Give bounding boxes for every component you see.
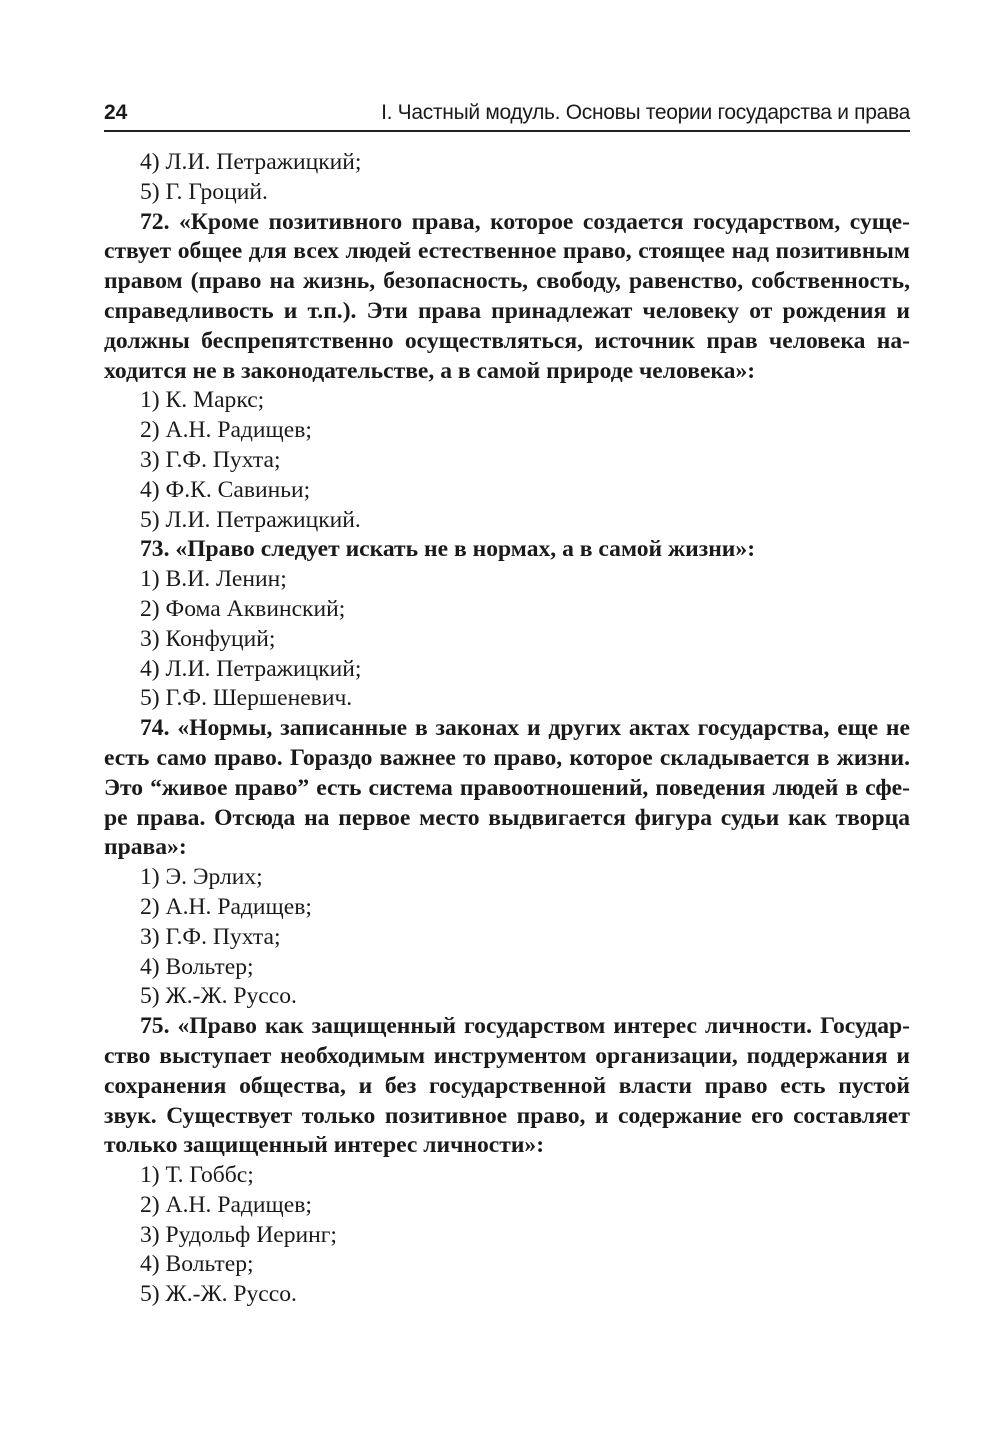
section-title: I. Частный модуль. Основы теории государства и права bbox=[381, 101, 910, 124]
answer-option: 5) Г.Ф. Шершеневич. bbox=[140, 685, 353, 712]
answer-options bbox=[104, 386, 910, 535]
answer-option: 1) К. Маркс; bbox=[140, 387, 265, 414]
answer-option: 2) Фома Аквинский; bbox=[140, 595, 346, 622]
question-text: 73. «Право следует искать не в нормах, а в самой жизни»: bbox=[140, 536, 756, 563]
answer-options bbox=[104, 565, 910, 714]
answer-option: 4) Л.И. Петражицкий; bbox=[140, 149, 362, 175]
answer-option: 4) Ф.К. Савиньи; bbox=[140, 476, 311, 503]
page-body bbox=[104, 148, 910, 1310]
answer-options bbox=[104, 863, 910, 1012]
question-75 bbox=[104, 1012, 910, 1310]
answer-option: 5) Г. Гроций. bbox=[140, 178, 268, 205]
question-text: 75. «Право как защищенный государством интерес личности. Государство выступает необходимым инструментом организации, поддержания и сохранения общества, и без государственной власти право есть пустой звук. Существует только позитивное право, и содержание его составляет только защищенный интерес личности»: bbox=[104, 1013, 910, 1159]
answer-option: 5) Л.И. Петражицкий. bbox=[140, 506, 361, 533]
answer-option: 5) Ж.-Ж. Руссо. bbox=[140, 983, 297, 1010]
question-73 bbox=[104, 535, 910, 714]
answer-option: 3) Г.Ф. Пухта; bbox=[140, 446, 281, 473]
answer-option: 3) Рудольф Иеринг; bbox=[140, 1221, 337, 1248]
question-text: 74. «Нормы, записанные в законах и других актах государства, еще не есть само право. Гораздо важнее то право, которое складывается в жизни. Это “живое право” есть система правоотношений, поведения людей в сфере права. Отсюда на первое место выдвигается фигура судьи как творца права»: bbox=[104, 715, 910, 861]
page-number: 24 bbox=[104, 101, 128, 124]
answer-options bbox=[104, 1161, 910, 1310]
answer-option: 1) Э. Эрлих; bbox=[140, 864, 263, 891]
answer-option: 2) А.Н. Радищев; bbox=[140, 1191, 312, 1218]
answer-option: 4) Вольтер; bbox=[140, 1251, 254, 1278]
answer-option: 5) Ж.-Ж. Руссо. bbox=[140, 1281, 297, 1308]
answer-option: 3) Конфуций; bbox=[140, 625, 276, 652]
answer-option: 3) Г.Ф. Пухта; bbox=[140, 923, 281, 950]
carryover-options bbox=[104, 148, 910, 208]
answer-option: 1) Т. Гоббс; bbox=[140, 1162, 254, 1189]
answer-option: 4) Вольтер; bbox=[140, 953, 254, 980]
answer-option: 4) Л.И. Петражицкий; bbox=[140, 655, 362, 682]
answer-option: 2) А.Н. Радищев; bbox=[140, 893, 312, 920]
running-header bbox=[104, 96, 910, 132]
question-text: 72. «Кроме позитивного права, которое создается государством, существует общее для всех людей естественное право, стоящее над позитивным правом (право на жизнь, безопасность, свободу, равенство, собственность, справедливость и т.п.). Эти права принадлежат человеку от рождения и должны беспрепятственно осуществляться, источник прав человека находится не в законодательстве, а в самой природе человека»: bbox=[104, 208, 910, 384]
answer-option: 2) А.Н. Радищев; bbox=[140, 417, 312, 444]
answer-option: 1) В.И. Ленин; bbox=[140, 566, 287, 593]
question-72 bbox=[104, 208, 910, 536]
question-74 bbox=[104, 714, 910, 1012]
